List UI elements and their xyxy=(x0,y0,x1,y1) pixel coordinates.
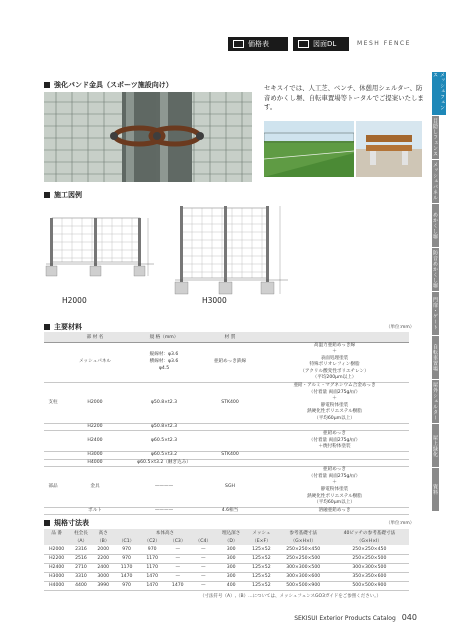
spec-cell: 1170 xyxy=(139,563,165,572)
materials-cell-finish: 高温力亜鉛めっき線 ＋ 表面処理塗装 特殊ポリオレフィン樹脂 （アクリル酸変性ポリエチレン） （平均200μm以上） xyxy=(260,342,409,383)
catalog-title: SEKISUI Exterior Products Catalog xyxy=(294,615,396,622)
description-text: セキスイでは、人工芝、ベンチ、休憩用シェルター、防音めかくし塀、自転車置場等トータルでご提案いたします。 xyxy=(264,84,424,111)
spec-cell: — xyxy=(165,572,191,581)
materials-cell-group xyxy=(44,423,62,431)
materials-cell-group xyxy=(44,452,62,460)
spec-cell: — xyxy=(191,554,217,563)
section-materials-heading: 主要材料 xyxy=(44,322,82,332)
spec-cell: 3990 xyxy=(93,581,114,590)
h3000-label: H3000 xyxy=(202,296,227,305)
materials-table-wrap xyxy=(44,332,409,515)
materials-cell-finish: 亜鉛・アルミ・マグネシウム合金めっき （付着量 両面275g/㎡） ＋ 静電粉体塗装 熱硬化性ポリエステル樹脂 （平均60μm以上） xyxy=(260,383,409,424)
materials-cell-group xyxy=(44,459,62,467)
spec-cell: 970 xyxy=(139,545,165,554)
materials-cell-material xyxy=(200,459,260,467)
materials-cell-spec: 縦線材：φ3.6 横線材：φ3.6 φ4.5 xyxy=(128,342,200,383)
spec-cell: 1470 xyxy=(114,572,140,581)
spec-row xyxy=(44,563,409,572)
band-clamp-photo xyxy=(44,92,252,182)
materials-cell-name: H2400 xyxy=(62,431,128,452)
spec-cell: 300×300×600 xyxy=(277,572,330,581)
spec-subheader-cell: （G×H×I） xyxy=(277,537,330,545)
materials-cell-name: 金具 xyxy=(62,467,128,508)
materials-cell-material: SGH xyxy=(200,467,260,508)
side-tab-0[interactable]: メッシュフェンス xyxy=(432,72,446,115)
spec-cell: 250×250×500 xyxy=(277,554,330,563)
spec-cell: 125×52 xyxy=(246,554,276,563)
spec-cell: 970 xyxy=(114,545,140,554)
side-tabs xyxy=(432,72,455,512)
h2000-drawing xyxy=(44,200,162,292)
materials-table xyxy=(44,332,409,515)
spec-cell: 400 xyxy=(216,581,246,590)
price-list-label: 価格表 xyxy=(248,40,269,48)
spec-row xyxy=(44,554,409,563)
spec-cell: 300 xyxy=(216,572,246,581)
materials-row xyxy=(44,423,409,431)
spec-cell: 4400 xyxy=(69,581,92,590)
spec-subheader-cell: （D） xyxy=(216,537,246,545)
spec-cell: 2316 xyxy=(69,545,92,554)
spec-cell: 2516 xyxy=(69,554,92,563)
spec-cell: 2200 xyxy=(93,554,114,563)
spec-subheader-cell: （C2） xyxy=(139,537,165,545)
section-band-heading: 強化バンド金具（スポーツ施設向け） xyxy=(44,80,173,90)
section-spec-heading: 規格寸法表 xyxy=(44,518,89,528)
materials-cell-group xyxy=(44,431,62,452)
spec-cell: — xyxy=(191,563,217,572)
spec-cell: — xyxy=(191,581,217,590)
materials-cell-finish: 亜鉛めっき （付着量 両面275g/㎡） ＋ 静電粉体塗装 熱硬化性ポリエステル樹脂 （平均60μm以上） xyxy=(260,467,409,508)
materials-row xyxy=(44,459,409,467)
section-construction-heading: 施工図例 xyxy=(44,190,82,200)
spec-cell: 125×52 xyxy=(246,581,276,590)
materials-cell-spec: φ50.8×t2.3 xyxy=(128,423,200,431)
spec-cell: 2400 xyxy=(93,563,114,572)
side-tab-8[interactable]: 屋上緑化 xyxy=(432,424,439,467)
materials-cell-name: H3000 xyxy=(62,452,128,460)
spec-subheader-cell: （G×H×I） xyxy=(330,537,409,545)
spec-header-cell: 高さ xyxy=(93,529,114,537)
spec-cell: 300 xyxy=(216,545,246,554)
spec-subheader-cell: （E×F） xyxy=(246,537,276,545)
materials-row xyxy=(44,342,409,383)
materials-cell-name: H2000 xyxy=(62,383,128,424)
side-tab-3[interactable]: めかくし塀 xyxy=(432,204,439,247)
page-footer xyxy=(294,613,417,622)
side-tab-9[interactable]: 資料 xyxy=(432,468,439,511)
spec-cell: 300×300×500 xyxy=(330,563,409,572)
bullet-icon xyxy=(44,324,50,330)
materials-cell-spec: φ60.5×t3.2（継ぎ込み） xyxy=(128,459,200,467)
spec-header-cell: 埋込深さ xyxy=(216,529,246,537)
spec-cell: — xyxy=(191,572,217,581)
bullet-icon xyxy=(44,82,50,88)
h3000-drawing xyxy=(170,200,294,300)
spec-row xyxy=(44,572,409,581)
materials-header-row xyxy=(44,332,409,342)
materials-cell-group xyxy=(44,342,62,383)
spec-cell: H4000 xyxy=(44,581,69,590)
materials-cell-name: H4000 xyxy=(62,459,128,467)
spec-cell: 500×500×900 xyxy=(277,581,330,590)
spec-cell: 1170 xyxy=(114,563,140,572)
materials-cell-material xyxy=(200,423,260,431)
materials-cell-material: STK400 xyxy=(200,383,260,424)
spec-cell: 250×250×450 xyxy=(330,545,409,554)
spec-subheader-cell: （C4） xyxy=(191,537,217,545)
spec-cell: 3000 xyxy=(93,572,114,581)
materials-cell-finish xyxy=(260,452,409,460)
spec-header-cell: 参考基礎寸法 xyxy=(277,529,330,537)
spec-cell: H2400 xyxy=(44,563,69,572)
materials-cell-finish: 溶融亜鉛めっき xyxy=(260,507,409,515)
spec-header-cell: 品 番 xyxy=(44,529,69,537)
materials-cell-spec: φ60.5×t3.2 xyxy=(128,452,200,460)
spec-cell: 1470 xyxy=(165,581,191,590)
drawing-download-label: 図面DL xyxy=(313,40,337,48)
spec-cell: 970 xyxy=(114,554,140,563)
spec-note: （寸法符号（A）,（B）…については、メッシュフェンスGO3ガイドをご参照ください。） xyxy=(200,594,382,599)
materials-cell-group: 部品 xyxy=(44,467,62,508)
materials-header-spec: 規 格（mm） xyxy=(128,332,200,342)
spec-cell: 2710 xyxy=(69,563,92,572)
spec-cell: 125×52 xyxy=(246,563,276,572)
spec-row xyxy=(44,581,409,590)
spec-cell: 2000 xyxy=(93,545,114,554)
book-icon xyxy=(233,40,244,48)
bench-photo xyxy=(356,121,422,177)
series-title: MESH FENCE xyxy=(357,40,411,47)
materials-cell-name: ボルト xyxy=(62,507,128,515)
spec-cell: H2200 xyxy=(44,554,69,563)
spec-subheader-row xyxy=(44,537,409,545)
spec-cell: 250×250×500 xyxy=(330,554,409,563)
spec-unit: （単位:mm） xyxy=(386,521,415,526)
spec-row xyxy=(44,545,409,554)
materials-cell-group xyxy=(44,507,62,515)
spec-cell: 3310 xyxy=(69,572,92,581)
materials-cell-material: 亜鉛めっき鉄線 xyxy=(200,342,260,383)
spec-subheader-cell: （A） xyxy=(69,537,92,545)
materials-header-name: 部 材 名 xyxy=(62,332,128,342)
side-tab-5[interactable]: 門扉・ゲート xyxy=(432,292,439,335)
bullet-icon xyxy=(44,520,50,526)
materials-cell-material: STK400 xyxy=(200,452,260,460)
materials-unit: （単位:mm） xyxy=(386,325,415,330)
h2000-label: H2000 xyxy=(62,296,87,305)
spec-table-wrap xyxy=(44,529,409,591)
spec-cell: 1470 xyxy=(139,572,165,581)
spec-subheader-cell: （C1） xyxy=(114,537,140,545)
materials-cell-group: 支柱 xyxy=(44,383,62,424)
materials-cell-spec: ———— xyxy=(128,507,200,515)
spec-header-cell: 柱全長 xyxy=(69,529,92,537)
side-tab-6[interactable]: 自転車置場 xyxy=(432,336,439,379)
spec-cell: 125×52 xyxy=(246,572,276,581)
spec-cell: — xyxy=(191,545,217,554)
materials-cell-material xyxy=(200,431,260,452)
spec-subheader-cell xyxy=(44,537,69,545)
materials-header-material: 材 質 xyxy=(200,332,260,342)
side-tab-2[interactable]: メッシュパネル xyxy=(432,160,439,203)
materials-cell-spec: φ50.8×t2.3 xyxy=(128,383,200,424)
spec-cell: 300×300×500 xyxy=(277,563,330,572)
materials-cell-material: 4.6相当 xyxy=(200,507,260,515)
spec-cell: — xyxy=(165,563,191,572)
artificial-turf-photo xyxy=(264,121,354,177)
spec-header-cell: 本体高さ xyxy=(114,529,216,537)
spec-cell: 500×500×900 xyxy=(330,581,409,590)
bullet-icon xyxy=(44,192,50,198)
materials-cell-finish xyxy=(260,423,409,431)
spec-header-row xyxy=(44,529,409,537)
materials-row xyxy=(44,452,409,460)
materials-cell-spec: ———— xyxy=(128,467,200,508)
spec-cell: 300 xyxy=(216,554,246,563)
spec-subheader-cell: （B） xyxy=(93,537,114,545)
materials-row xyxy=(44,507,409,515)
spec-cell: 1170 xyxy=(139,554,165,563)
spec-cell: 300 xyxy=(216,563,246,572)
materials-row xyxy=(44,467,409,508)
materials-cell-finish xyxy=(260,459,409,467)
side-tab-4[interactable]: 防音めかくし塀 xyxy=(432,248,439,291)
materials-cell-finish: 亜鉛めっき （付着量 両面275g/㎡） ＋焼付粉体塗装 xyxy=(260,431,409,452)
materials-cell-name: メッシュパネル xyxy=(62,342,128,383)
drawing-icon xyxy=(298,40,309,48)
materials-header-finish xyxy=(260,332,409,342)
spec-cell: — xyxy=(165,545,191,554)
materials-cell-spec: φ60.5×t2.3 xyxy=(128,431,200,452)
materials-row xyxy=(44,383,409,424)
spec-cell: 250×250×450 xyxy=(277,545,330,554)
spec-cell: 1470 xyxy=(139,581,165,590)
spec-header-cell: メッシュ xyxy=(246,529,276,537)
spec-cell: — xyxy=(165,554,191,563)
page-number: 040 xyxy=(401,613,417,622)
side-tab-7[interactable]: 屋外シェルター xyxy=(432,380,439,423)
spec-cell: 970 xyxy=(114,581,140,590)
materials-row xyxy=(44,431,409,452)
drawing-download-button[interactable] xyxy=(293,37,349,51)
spec-cell: H2000 xyxy=(44,545,69,554)
spec-header-cell: 40ピッチの参考基礎寸法 xyxy=(330,529,409,537)
spec-cell: H3000 xyxy=(44,572,69,581)
spec-cell: 125×52 xyxy=(246,545,276,554)
spec-subheader-cell: （C3） xyxy=(165,537,191,545)
materials-cell-name: H2200 xyxy=(62,423,128,431)
spec-cell: 350×350×600 xyxy=(330,572,409,581)
side-tab-1[interactable]: 目隠しフェンス xyxy=(432,116,439,159)
spec-table xyxy=(44,529,409,591)
price-list-button[interactable] xyxy=(228,37,288,51)
